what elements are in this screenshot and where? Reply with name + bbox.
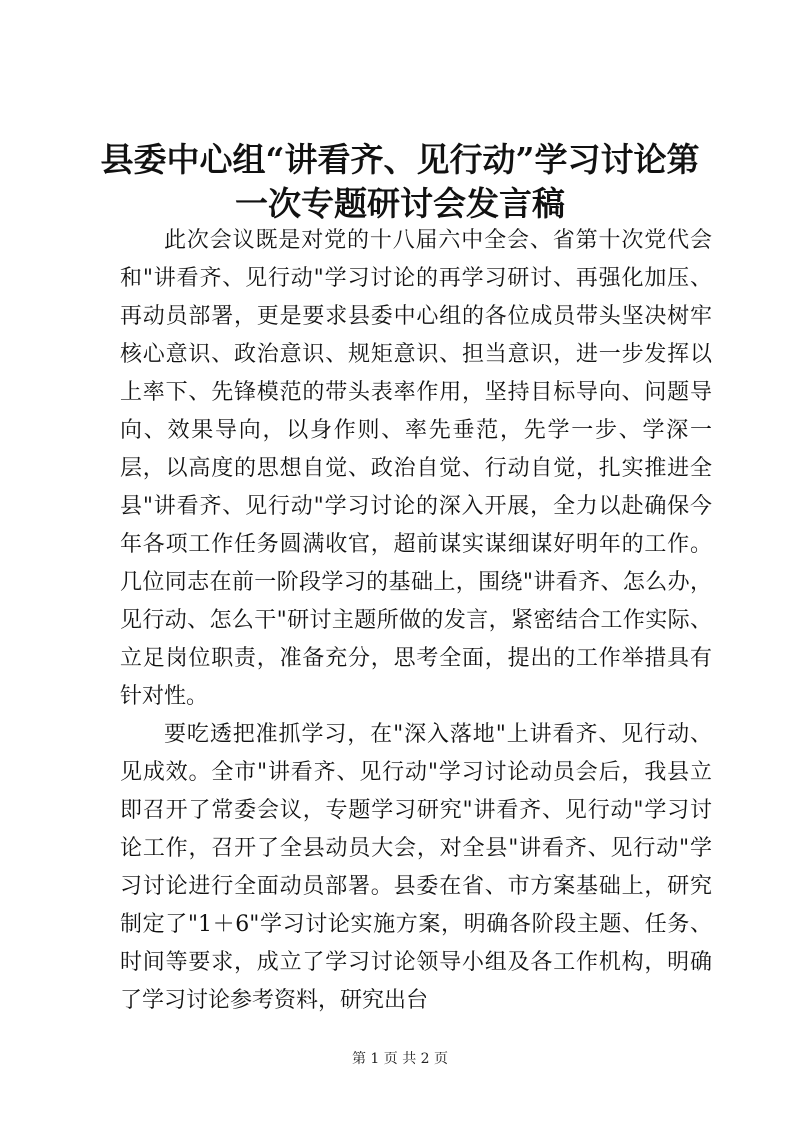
document-body [120, 222, 712, 1020]
paragraph-1: 此次会议既是对党的十八届六中全会、省第十次党代会和"讲看齐、见行动"学习讨论的再学习研讨、再强化加压、再动员部署，更是要求县委中心组的各位成员带头坚决树牢核心意识、政治意识、规矩意识、担当意识，进一步发挥以上率下、先锋模范的带头表率作用，坚持目标导向、问题导向、效果导向，以身作则、率先垂范，先学一步、学深一层，以高度的思想自觉、政治自觉、行动自觉，扎实推进全县"讲看齐、见行动"学习讨论的深入开展，全力以赴确保今年各项工作任务圆满收官，超前谋实谋细谋好明年的工作。几位同志在前一阶段学习的基础上，围绕"讲看齐、怎么办，见行动、怎么干"研讨主题所做的发言，紧密结合工作实际、立足岗位职责，准备充分，思考全面，提出的工作举措具有针对性。 [120, 228, 712, 709]
paragraph-2: 要吃透把准抓学习，在"深入落地"上讲看齐、见行动、见成效。全市"讲看齐、见行动"学习讨论动员会后，我县立即召开了常委会议，专题学习研究"讲看齐、见行动"学习讨论工作，召开了全县动员大会，对全县"讲看齐、见行动"学习讨论进行全面动员部署。县委在省、市方案基础上，研究制定了"1＋6"学习讨论实施方案，明确各阶段主题、任务、时间等要求，成立了学习讨论领导小组及各工作机构，明确了学习讨论参考资料，研究出台 [120, 722, 712, 1013]
page-footer: 第 1 页 共 2 页 [351, 1051, 449, 1067]
page-title: 县委中心组“讲看齐、见行动”学习讨论第一次专题研讨会发言稿 [100, 140, 700, 223]
